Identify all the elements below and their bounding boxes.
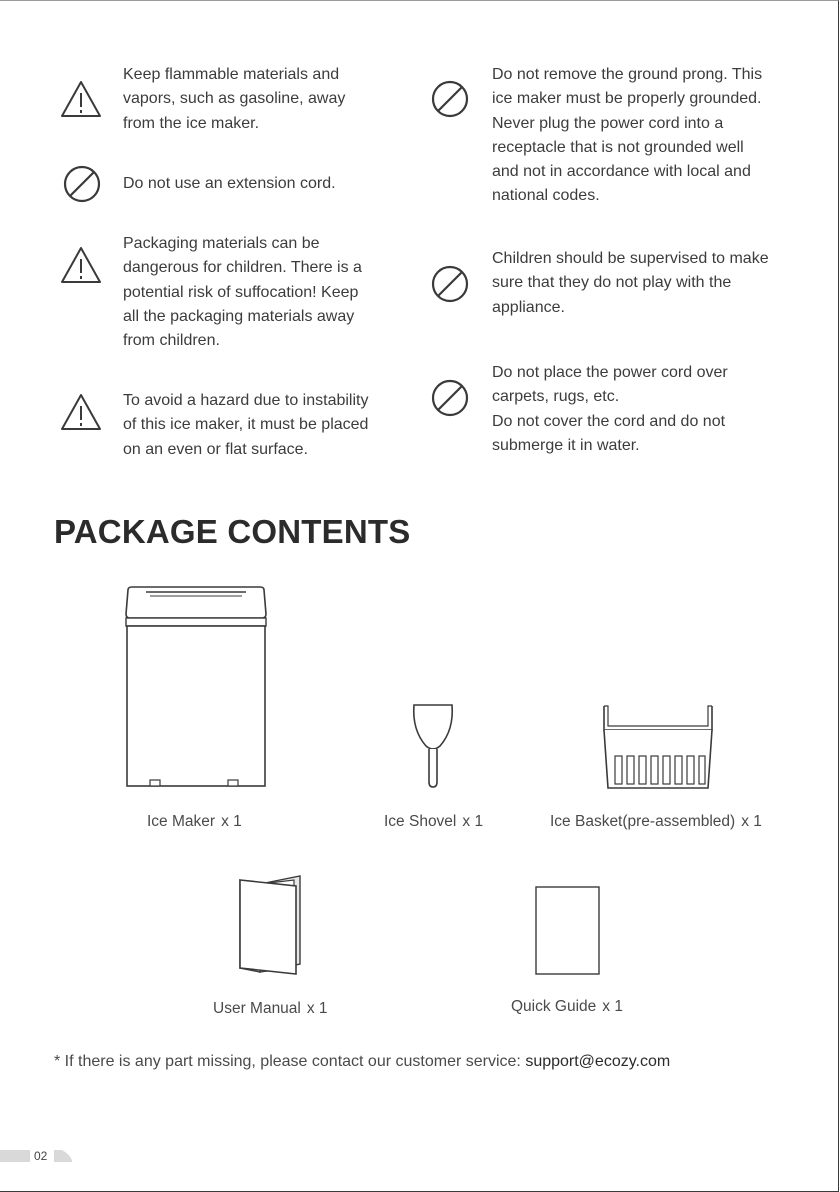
- warning-triangle-icon: [60, 246, 102, 284]
- warning-line: dangerous for children. There is a: [123, 259, 362, 277]
- item-qty: x 1: [462, 813, 484, 830]
- warning-line: receptacle that is not grounded well: [492, 138, 744, 156]
- warning-line: Do not use an extension cord.: [123, 175, 336, 192]
- warning-line: vapors, such as gasoline, away: [123, 90, 346, 108]
- item-qty: x 1: [221, 813, 242, 830]
- warning-line: Do not remove the ground prong. This: [492, 66, 763, 83]
- caption-quick-guide: [511, 998, 623, 1016]
- caption-ice-shovel: [384, 813, 483, 831]
- warning-line: submerge it in water.: [492, 436, 640, 454]
- warning-line: from the ice maker.: [123, 114, 260, 132]
- warning-line: Keep flammable materials and: [123, 66, 340, 83]
- package-contents-heading: PACKAGE CONTENTS: [54, 513, 411, 550]
- warning-line: all the packaging materials away: [123, 307, 355, 325]
- prohibited-icon: [431, 80, 469, 118]
- ice-shovel-illustration: [410, 702, 456, 790]
- caption-user-manual: [213, 1000, 328, 1018]
- warning-line: Children should be supervised to make: [492, 250, 769, 267]
- item-qty: x 1: [741, 813, 762, 830]
- warning-line: national codes.: [492, 187, 600, 205]
- caption-ice-basket: [550, 813, 762, 831]
- warning-line: Do not place the power cord over: [492, 364, 728, 381]
- prohibited-icon: [431, 265, 469, 303]
- support-email-link[interactable]: support@ecozy.com: [525, 1053, 671, 1070]
- user-manual-illustration: [236, 872, 306, 978]
- ice-basket-illustration: [600, 704, 718, 790]
- item-qty: x 1: [306, 1000, 328, 1017]
- warning-line: To avoid a hazard due to instability: [123, 392, 369, 409]
- warning-line: appliance.: [492, 298, 565, 316]
- footnote-text: * If there is any part missing, please contact our customer service:: [54, 1053, 526, 1070]
- item-name: Quick Guide: [511, 998, 597, 1015]
- missing-parts-footnote: [54, 1053, 670, 1071]
- item-name: Ice Maker: [147, 813, 216, 830]
- warning-triangle-icon: [60, 393, 102, 431]
- quick-guide-illustration: [535, 886, 601, 976]
- item-name: Ice Shovel: [384, 813, 457, 830]
- ice-maker-illustration: [120, 584, 272, 790]
- caption-ice-maker: [147, 813, 242, 831]
- warning-line: sure that they do not play with the: [492, 274, 732, 292]
- item-qty: x 1: [602, 998, 623, 1015]
- warning-line: from children.: [123, 332, 220, 350]
- warning-line: ice maker must be properly grounded.: [492, 90, 762, 108]
- page-number: 02: [34, 1149, 48, 1163]
- warning-line: Packaging materials can be: [123, 235, 320, 252]
- warning-line: carpets, rugs, etc.: [492, 388, 620, 406]
- warning-triangle-icon: [60, 80, 102, 118]
- prohibited-icon: [63, 165, 101, 203]
- warning-line: and not in accordance with local and: [492, 163, 751, 181]
- warning-line: Do not cover the cord and do not: [492, 412, 726, 430]
- warning-line: potential risk of suffocation! Keep: [123, 283, 359, 301]
- warning-line: Never plug the power cord into a: [492, 114, 724, 132]
- warning-line: of this ice maker, it must be placed: [123, 416, 369, 434]
- prohibited-icon: [431, 379, 469, 417]
- item-name: User Manual: [213, 1000, 301, 1017]
- item-name: Ice Basket(pre-assembled): [550, 813, 736, 830]
- warning-line: on an even or flat surface.: [123, 440, 308, 458]
